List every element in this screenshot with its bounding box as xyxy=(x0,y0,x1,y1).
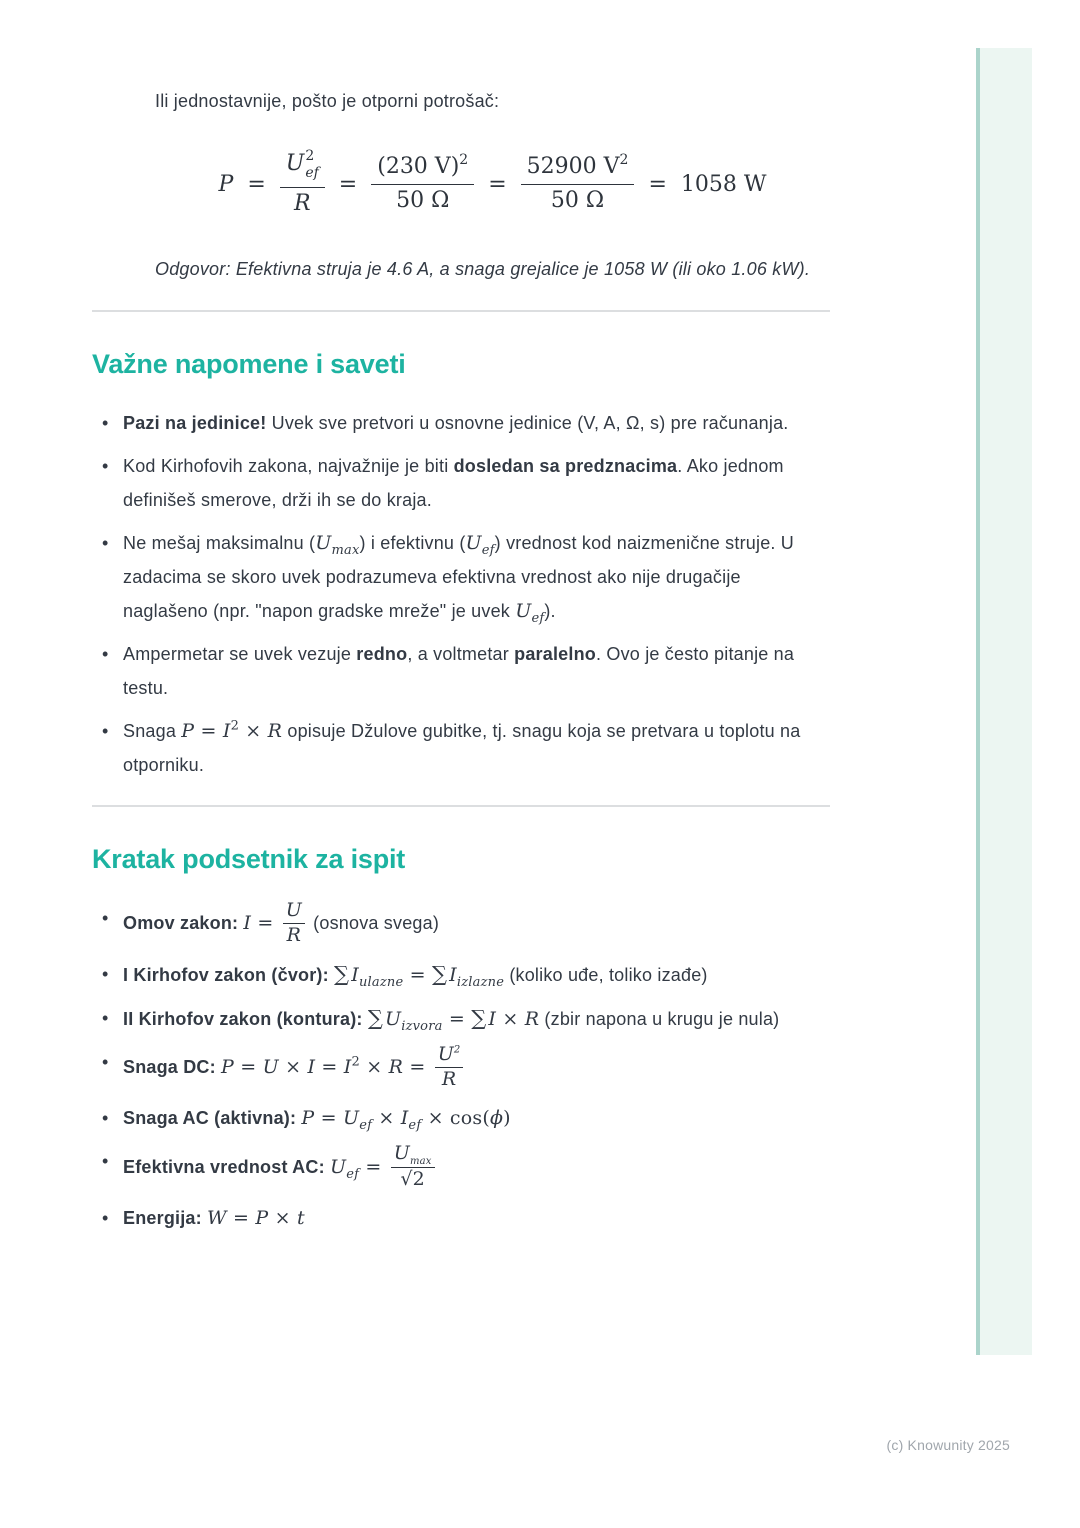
formula-lhs: P xyxy=(218,171,234,197)
list-item xyxy=(92,637,830,705)
equals-sign: = xyxy=(338,171,358,197)
answer-text: Odgovor: Efektivna struja je 4.6 A, a snaga grejalice je 1058 W (ili oko 1.06 kW). xyxy=(155,259,811,280)
list-item xyxy=(92,957,830,992)
math-text: = xyxy=(251,912,280,935)
sum-expression: ∑ $I_{ulazne}$ xyxy=(334,961,404,990)
math-text: = xyxy=(403,1055,432,1078)
math-text: = xyxy=(226,1207,256,1230)
side-stripe-panel xyxy=(980,48,1032,1355)
bold-text: Snaga DC: xyxy=(123,1056,216,1077)
list-item xyxy=(92,526,830,628)
bold-text: paralelno xyxy=(514,644,596,665)
footer-copyright: (c) Knowunity 2025 xyxy=(886,1437,1010,1453)
bold-text: Snaga AC (aktivna): xyxy=(123,1107,297,1128)
math-text: × xyxy=(496,1007,525,1030)
math-token: $U_{ef}$ xyxy=(329,1155,360,1182)
formula-fraction-computed xyxy=(521,152,635,213)
document-content xyxy=(92,0,830,1244)
list-item xyxy=(92,1101,830,1135)
power-formula xyxy=(155,148,830,216)
plain-text: ). xyxy=(544,601,556,622)
plain-text: ) vrednost kod naizmenične struje. U zadacima se skoro uvek podrazumeva efektivna vrednost ako nije drugačije naglašeno (npr. "napon gradske mreže" je uvek xyxy=(123,533,795,622)
math-text: R xyxy=(388,1055,404,1078)
formula-num-sub: ef xyxy=(305,165,319,181)
list-item xyxy=(92,1201,830,1235)
sum-expression: ∑ $U_{izvora}$ xyxy=(367,1005,443,1034)
math-token: $U_{ef}$ xyxy=(465,532,495,558)
math-text: × xyxy=(278,1055,308,1078)
math-text: = xyxy=(359,1155,388,1178)
math-text: × xyxy=(372,1106,401,1129)
plain-text: Ne mešaj maksimalnu ( xyxy=(123,533,316,554)
math-text: U xyxy=(262,1055,279,1078)
section-divider xyxy=(92,310,830,312)
math-text: R xyxy=(267,720,283,743)
bullet-list-notes xyxy=(92,406,830,782)
bold-text: redno xyxy=(356,644,408,665)
formula-fraction-symbolic xyxy=(280,148,325,216)
math-text: W xyxy=(207,1207,227,1230)
equals-sign: = xyxy=(247,171,266,197)
math-text: P xyxy=(221,1055,234,1078)
math-text: × xyxy=(359,1055,389,1078)
math-text: I xyxy=(307,1055,316,1078)
math-text: = xyxy=(194,720,223,743)
math-text: = xyxy=(234,1055,263,1078)
section-title-reminder: Kratak podsetnik za ispit xyxy=(92,844,406,875)
plain-text: (zbir napona u krugu je nula) xyxy=(539,1008,780,1029)
plain-text: (koliko uđe, toliko izađe) xyxy=(504,964,708,985)
inline-fraction: $U_{max}$ √2 xyxy=(391,1143,435,1192)
bold-text: dosledan sa predznacima xyxy=(453,456,678,477)
formula-num-sup: 2 xyxy=(459,152,469,169)
math-token: $I^2$ xyxy=(343,1054,360,1078)
plain-text: (osnova svega) xyxy=(307,913,440,934)
math-token: $U_{ef}$ xyxy=(342,1106,373,1133)
formula-num-sup: 2 xyxy=(305,148,315,164)
plain-text: Snaga xyxy=(123,721,182,742)
math-text: × cos( xyxy=(421,1106,490,1129)
math-token: $I^2$ xyxy=(222,718,240,743)
math-text: = xyxy=(403,963,432,986)
math-token: $U_{ef}$ xyxy=(515,600,545,626)
plain-text: . Ako jednom definišeš smerove, drži ih se do kraja. xyxy=(123,456,784,511)
bold-text: Omov zakon: xyxy=(123,913,239,934)
section-reminder xyxy=(92,843,830,1235)
math-text: = xyxy=(442,1007,472,1030)
plain-text: opisuje Džulove gubitke, tj. snagu koja se pretvara u toplotu na otporniku. xyxy=(123,721,801,776)
math-token: $I_{ef}$ xyxy=(400,1106,422,1133)
list-item xyxy=(92,449,830,517)
formula-fraction-values xyxy=(371,152,474,213)
math-text: P xyxy=(255,1207,269,1230)
section-title-notes: Važne napomene i saveti xyxy=(92,349,406,380)
bold-text: Energija: xyxy=(123,1208,202,1229)
bold-text: Efektivna vrednost AC: xyxy=(123,1156,325,1177)
math-text: ) xyxy=(503,1106,511,1129)
list-item xyxy=(92,714,830,782)
list-item xyxy=(92,901,830,948)
list-item xyxy=(92,1001,830,1036)
formula-den: 50 Ω xyxy=(396,187,450,213)
formula-num: (230 V) xyxy=(377,154,460,180)
inline-fraction: $\frac{U}{R}$ xyxy=(283,900,305,947)
math-text: = xyxy=(315,1055,344,1078)
math-token: $U_{max}$ xyxy=(315,532,360,558)
formula-num-base: U xyxy=(285,151,305,176)
section-notes xyxy=(92,348,830,782)
formula-den: R xyxy=(294,191,311,216)
math-text: × xyxy=(268,1207,297,1230)
inline-fraction: $\frac{U^2}{R}$ xyxy=(435,1044,464,1091)
sum-expression: ∑ I xyxy=(471,1005,497,1030)
plain-text: Kod Kirhofovih zakona, najvažnije je biti xyxy=(123,456,454,477)
formula-num-scripts xyxy=(305,149,318,180)
list-item xyxy=(92,1141,830,1193)
equals-sign: = xyxy=(648,171,667,197)
math-text: R xyxy=(524,1007,540,1030)
math-text: ϕ xyxy=(489,1106,504,1129)
math-text: I xyxy=(243,912,252,935)
formula-num: 52900 V xyxy=(526,154,620,180)
bullet-list-reminder xyxy=(92,901,830,1235)
equals-sign: = xyxy=(488,171,507,197)
bold-text: Pazi na jedinice! xyxy=(123,413,267,434)
math-text: × xyxy=(239,720,268,743)
sum-expression: ∑ $I_{izlazne}$ xyxy=(431,961,505,990)
plain-text: ) i efektivnu ( xyxy=(359,533,466,554)
math-text: = xyxy=(314,1106,343,1129)
plain-text: , a voltmetar xyxy=(407,644,515,665)
math-text: P xyxy=(181,720,195,743)
bold-text: I Kirhofov zakon (čvor): xyxy=(123,964,329,985)
list-item xyxy=(92,1042,830,1092)
formula-den: 50 Ω xyxy=(550,187,605,213)
plain-text: Uvek sve pretvori u osnovne jedinice (V, A, Ω, s) pre računanja. xyxy=(266,413,789,434)
intro-block xyxy=(155,84,830,286)
formula-result: 1058 W xyxy=(680,171,767,197)
bold-text: II Kirhofov zakon (kontura): xyxy=(123,1008,363,1029)
formula-num-sup: 2 xyxy=(619,152,629,169)
plain-text: Ampermetar se uvek vezuje xyxy=(123,644,357,665)
intro-lead: Ili jednostavnije, pošto je otporni potrošač: xyxy=(155,91,500,111)
math-text: t xyxy=(296,1207,305,1230)
list-item xyxy=(92,406,830,440)
section-divider xyxy=(92,805,830,807)
math-text: P xyxy=(301,1106,315,1129)
plain-text: . Ovo je često pitanje na testu. xyxy=(123,644,795,699)
